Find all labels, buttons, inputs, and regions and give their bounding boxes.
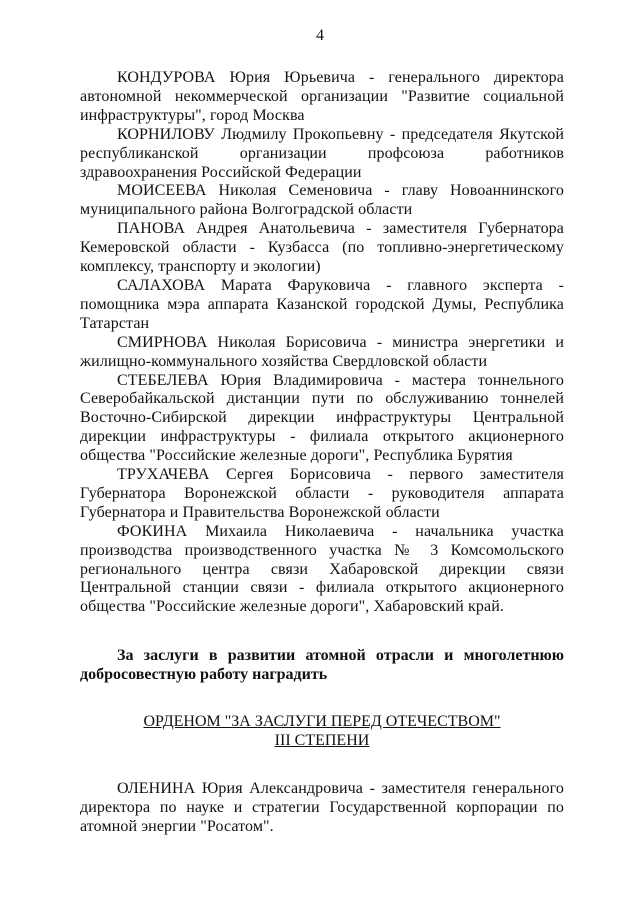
order-title <box>80 713 564 751</box>
award-entry-stebelev: СТЕБЕЛЕВА Юрия Владимировича - мастера тоннельного Северобайкальской дистанции пути по обслуживанию тоннелей Восточно-Сибирской дирекции инфраструктуры Центральной дирекции инфраструктуры - филиала открытого акционерного общества "Российские железные дороги", Республика Бурятия <box>80 371 564 465</box>
award-entry-panov: ПАНОВА Андрея Анатольевича - заместителя Губернатора Кемеровской области - Кузбасса (по топливно-энергетическому комплексу, транспорту и экологии) <box>80 220 564 276</box>
award-entry-olenin: ОЛЕНИНА Юрия Александровича - заместителя генерального директора по науке и стратегии Государственной корпорации по атомной энергии "Росатом". <box>80 779 564 835</box>
award-entry-moiseev: МОИСЕЕВА Николая Семеновича - главу Новоаннинского муниципального района Волгоградской области <box>80 182 564 219</box>
award-entry-kornilova: КОРНИЛОВУ Людмилу Прокопьевну - председателя Якутской республиканской организации профсоюза работников здравоохранения Российской Федерации <box>80 125 564 181</box>
order-title-line-2: III СТЕПЕНИ <box>274 732 370 749</box>
document-body <box>80 69 564 837</box>
award-entry-fokin: ФОКИНА Михаила Николаевича - начальника участка производства производственного участка № 3 Комсомольского регионального центра связи Хабаровской дирекции связи Центральной станции связи - филиала открытого акционерного общества "Российские железные дороги", Хабаровский край. <box>80 522 564 616</box>
award-entry-smirnov: СМИРНОВА Николая Борисовича - министра энергетики и жилищно-коммунального хозяйства Свердловской области <box>80 333 564 370</box>
page-number: 4 <box>316 27 324 44</box>
award-reason-heading: За заслуги в развитии атомной отрасли и многолетнюю добросовестную работу наградить <box>80 647 564 684</box>
award-entry-salakhov: САЛАХОВА Марата Фаруковича - главного эксперта - помощника мэра аппарата Казанской городской Думы, Республика Татарстан <box>80 276 564 332</box>
award-entry-trukhachev: ТРУХАЧЕВА Сергея Борисовича - первого заместителя Губернатора Воронежской области - руководителя аппарата Губернатора и Правительства Воронежской области <box>80 466 564 521</box>
order-title-line-1: ОРДЕНОМ "ЗА ЗАСЛУГИ ПЕРЕД ОТЕЧЕСТВОМ" <box>143 713 501 731</box>
award-entry-kondurov: КОНДУРОВА Юрия Юрьевича - генерального директора автономной некоммерческой организации "Развитие социальной инфраструктуры", город Москва <box>80 69 564 124</box>
